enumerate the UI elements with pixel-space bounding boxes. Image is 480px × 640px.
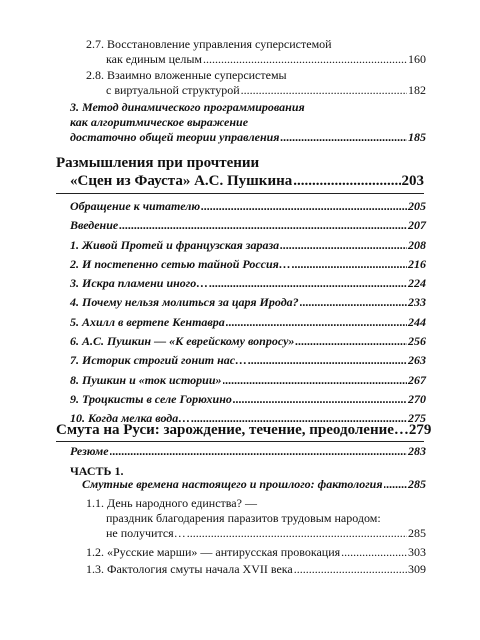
toc-entry-label: Резюме (70, 444, 109, 458)
toc-leader (223, 371, 407, 390)
toc-leader (119, 216, 407, 235)
section-title: Размышления при прочтении (56, 155, 260, 171)
toc-entry-resume (70, 444, 426, 459)
toc-entry-label: Смутные времена настоящего и прошлого: фактология (82, 477, 383, 491)
toc-entry-label: 5. Ахилл в вертепе Кентавра (70, 314, 225, 329)
toc-page-number: 256 (408, 334, 426, 349)
toc-page-number: 233 (408, 295, 426, 310)
toc-page-number: 224 (408, 276, 426, 291)
section-divider (56, 193, 424, 194)
toc-entry-label: 7. Историк строгий гонит нас… (70, 353, 248, 368)
toc-page-number: 205 (408, 199, 426, 213)
toc-entry-label: Обращение к читателю (70, 199, 201, 213)
toc-entry (70, 293, 426, 312)
section-smuta-heading (56, 421, 432, 439)
toc-page-number: 309 (408, 562, 426, 576)
toc-leader (280, 130, 407, 145)
toc-leader (294, 562, 407, 577)
toc-page-number: 283 (408, 444, 426, 458)
toc-entry-2-7 (86, 37, 426, 67)
toc-leader (341, 545, 407, 560)
toc-entry-label: 1.1. День народного единства? — (86, 496, 257, 510)
toc-entry-3 (70, 100, 426, 145)
toc-entry (70, 332, 426, 351)
toc-leader (293, 172, 400, 190)
toc-entry-label: 2.7. Восстановление управления суперсистемой (86, 37, 332, 51)
toc-entry-2-8 (86, 68, 426, 98)
toc-entry-part-1 (82, 477, 426, 492)
toc-leader (110, 444, 407, 459)
part-number: ЧАСТЬ 1. (70, 464, 124, 478)
toc-page-number: 208 (408, 237, 426, 252)
toc-entry-1-2 (86, 545, 426, 560)
toc-entry (70, 255, 426, 274)
toc-entry-label: 6. А.С. Пушкин — «К еврейскому вопросу» (70, 334, 295, 349)
toc-entry (70, 390, 426, 409)
toc-page-number: 216 (408, 256, 426, 271)
toc-entry-1-1 (86, 496, 426, 541)
section-divider (56, 441, 424, 442)
toc-leader (226, 313, 407, 332)
toc-page-number: 279 (408, 422, 432, 438)
section-faust-items (70, 197, 426, 429)
toc-leader (209, 274, 407, 293)
toc-page-number: 203 (401, 173, 424, 189)
toc-entry-label: 1.3. Фактология смуты начала XVII века (86, 562, 293, 576)
toc-leader (280, 236, 407, 255)
toc-entry-label: 1.2. «Русские марши» — антирусская провокация (86, 545, 341, 559)
toc-page-number: 270 (408, 391, 426, 406)
toc-entry-1-3 (86, 562, 426, 577)
toc-page-number: 303 (408, 545, 426, 559)
toc-leader (300, 293, 407, 312)
toc-page-number: 285 (408, 526, 426, 540)
toc-entry-label: 9. Троцкисты в селе Горюхино (70, 391, 232, 406)
toc-entry-label: с виртуальной структурой (106, 83, 240, 97)
toc-page-number: 263 (408, 353, 426, 368)
toc-leader (384, 477, 408, 492)
toc-page-number: 275 (408, 411, 426, 426)
toc-page-number: 207 (408, 218, 426, 233)
toc-leader (248, 351, 407, 370)
toc-entry (70, 274, 426, 293)
toc-entry-label: праздник благодарения паразитов трудовым народом: (106, 511, 381, 525)
toc-entry-label: 3. Искра пламени иного… (70, 276, 209, 291)
section-title: «Сцен из Фауста» А.С. Пушкина (70, 173, 293, 189)
toc-page-number: 160 (408, 52, 426, 66)
toc-page-number: 182 (408, 83, 426, 97)
toc-leader (187, 526, 407, 541)
toc-entry-label: Введение (70, 218, 119, 233)
toc-entry-label: 1. Живой Протей и французская зараза (70, 237, 280, 252)
toc-entry-label: 4. Почему нельзя молиться за царя Ирода? (70, 295, 299, 310)
toc-leader (241, 83, 407, 98)
toc-entry (70, 313, 426, 332)
toc-leader (201, 197, 407, 216)
toc-entry-label: 3. Метод динамического программирования (70, 100, 305, 114)
toc-page-number: 285 (408, 477, 426, 491)
toc-leader (233, 390, 407, 409)
toc-entry (70, 351, 426, 370)
toc-entry (70, 371, 426, 390)
section-faust-heading (56, 154, 424, 190)
toc-page-number: 185 (408, 130, 426, 144)
section-title: Смута на Руси: зарождение, течение, преодоление… (56, 422, 409, 438)
toc-entry-label: как единым целым (106, 52, 202, 66)
toc-entry (70, 236, 426, 255)
toc-leader (203, 52, 407, 67)
toc-entry-label: 8. Пушкин и «ток истории» (70, 372, 222, 387)
toc-page-number: 244 (408, 314, 426, 329)
toc-page-number: 267 (408, 372, 426, 387)
toc-entry-label: как алгоритмическое выражение (70, 115, 249, 129)
toc-entry-label: 10. Когда мелка вода… (70, 411, 191, 426)
toc-entry-label: 2.8. Взаимно вложенные суперсистемы (86, 68, 287, 82)
toc-entry-label: достаточно общей теории управления (70, 130, 280, 144)
toc-leader (295, 332, 407, 351)
toc-entry-label: 2. И постепенно сетью тайной Россия… (70, 256, 291, 271)
toc-entry-label: не получится… (106, 526, 186, 540)
toc-leader (292, 255, 407, 274)
toc-entry (70, 197, 426, 216)
toc-entry (70, 216, 426, 235)
